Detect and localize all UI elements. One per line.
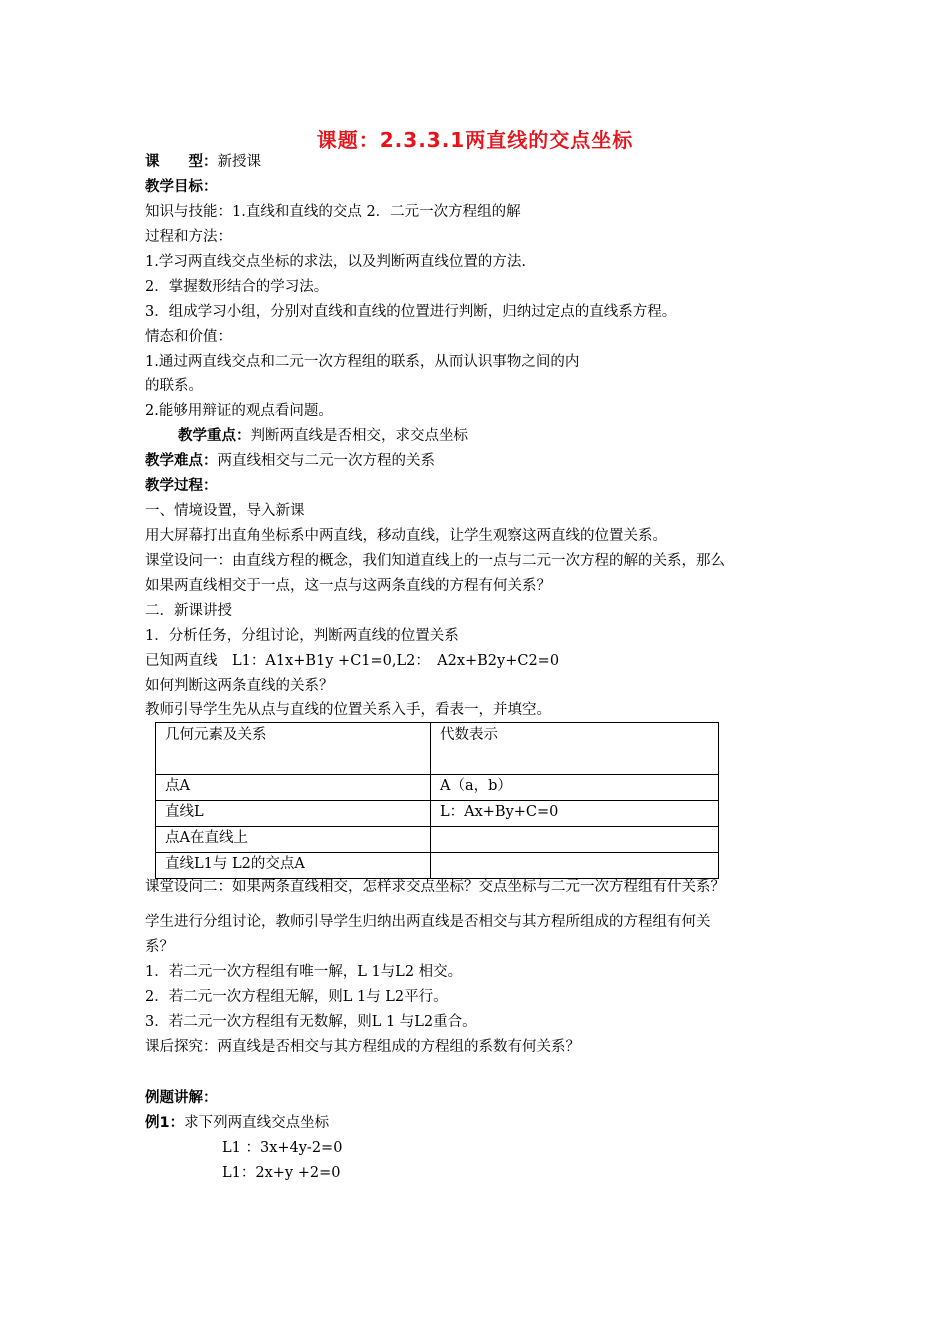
example-label: 例1：: [145, 1115, 185, 1131]
question-2: 课堂设问二：如果两条直线相交，怎样求交点坐标？交点坐标与二元一次方程组有什关系？: [145, 879, 725, 895]
course-type-label: 课 型：: [145, 154, 218, 170]
table-cell: 直线L1与 L2的交点A: [156, 853, 431, 879]
process-item: 2．掌握数形结合的学习法。: [145, 279, 329, 295]
example-1: [145, 1114, 329, 1132]
table-cell: 点A: [156, 775, 431, 801]
equation: L1 ：3x+4y-2=0: [222, 1140, 343, 1156]
section-heading: 一、情境设置，导入新课: [145, 503, 305, 519]
discussion-line-2: 系？: [145, 939, 174, 955]
table-cell: [431, 827, 719, 853]
examples-heading: 例题讲解：: [145, 1090, 218, 1106]
difficulty-value: 两直线相交与二元一次方程的关系: [217, 453, 435, 469]
table-row: [156, 775, 719, 801]
attitude-item: 2.能够用辩证的观点看问题。: [145, 403, 333, 419]
table-row: [156, 853, 719, 879]
process-item: 3．组成学习小组，分别对直线和直线的位置进行判断，归纳过定点的直线系方程。: [145, 304, 677, 320]
table-row: [156, 827, 719, 853]
key-point-label: 教学重点：: [178, 428, 251, 444]
attitude-heading: 情态和价值：: [145, 329, 232, 345]
process-heading: 过程和方法：: [145, 229, 232, 245]
key-point-line: [178, 427, 468, 445]
attitude-item: 1.通过两直线交点和二元一次方程组的联系，从而认识事物之间的内: [145, 354, 580, 370]
difficulty-line: [145, 452, 435, 470]
given-lines: 已知两直线 L1：A1x+B1y +C1=0,L2： A2x+B2y+C2=0: [145, 653, 560, 669]
after-class: 课后探究：两直线是否相交与其方程组成的方程组的系数有何关系？: [145, 1039, 580, 1055]
difficulty-label: 教学难点：: [145, 453, 218, 469]
example-text: 求下列两直线交点坐标: [184, 1115, 330, 1131]
table-cell: L：Ax+By+C=0: [431, 801, 719, 827]
key-point-value: 判断两直线是否相交，求交点坐标: [250, 428, 468, 444]
table-row: [156, 801, 719, 827]
table-cell: A（a，b）: [431, 775, 719, 801]
table-cell: 点A在直线上: [156, 827, 431, 853]
question-1-line-2: 如果两直线相交于一点，这一点与这两条直线的方程有何关系？: [145, 578, 551, 594]
table-cell: 直线L: [156, 801, 431, 827]
table-header-row: [156, 723, 719, 775]
conclusion-item: 3．若二元一次方程组有无数解，则L 1 与L2重合。: [145, 1014, 477, 1030]
paragraph: 用大屏幕打出直角坐标系中两直线，移动直线，让学生观察这两直线的位置关系。: [145, 528, 667, 544]
relation-table: [155, 722, 719, 879]
attitude-item: 的联系。: [145, 378, 203, 394]
knowledge-line: 知识与技能：1.直线和直线的交点 2．二元一次方程组的解: [145, 204, 521, 220]
objectives-heading: 教学目标：: [145, 179, 218, 195]
task-line: 1．分析任务，分组讨论，判断两直线的位置关系: [145, 628, 459, 644]
process-item: 1.学习两直线交点坐标的求法，以及判断两直线位置的方法.: [145, 254, 526, 270]
course-type-value: 新授课: [217, 154, 261, 170]
process-title: 教学过程：: [145, 478, 218, 494]
paragraph: 如何判断这两条直线的关系？: [145, 678, 334, 694]
page-title: 课题：2.3.3.1两直线的交点坐标: [316, 128, 634, 152]
table-cell: [431, 853, 719, 879]
course-type-line: [145, 153, 261, 171]
section-heading: 二．新课讲授: [145, 603, 232, 619]
conclusion-item: 2．若二元一次方程组无解，则L 1与 L2平行。: [145, 989, 448, 1005]
table-header-cell: 代数表示: [431, 723, 719, 775]
question-1-line-1: 课堂设问一：由直线方程的概念，我们知道直线上的一点与二元一次方程的解的关系，那么: [145, 553, 725, 569]
conclusion-item: 1．若二元一次方程组有唯一解，L 1与L2 相交。: [145, 964, 463, 980]
table-header-cell: 几何元素及关系: [156, 723, 431, 775]
paragraph: 教师引导学生先从点与直线的位置关系入手，看表一，并填空。: [145, 702, 551, 718]
equation: L1：2x+y +2=0: [222, 1165, 341, 1181]
discussion-line-1: 学生进行分组讨论，教师引导学生归纳出两直线是否相交与其方程所组成的方程组有何关: [145, 914, 711, 930]
